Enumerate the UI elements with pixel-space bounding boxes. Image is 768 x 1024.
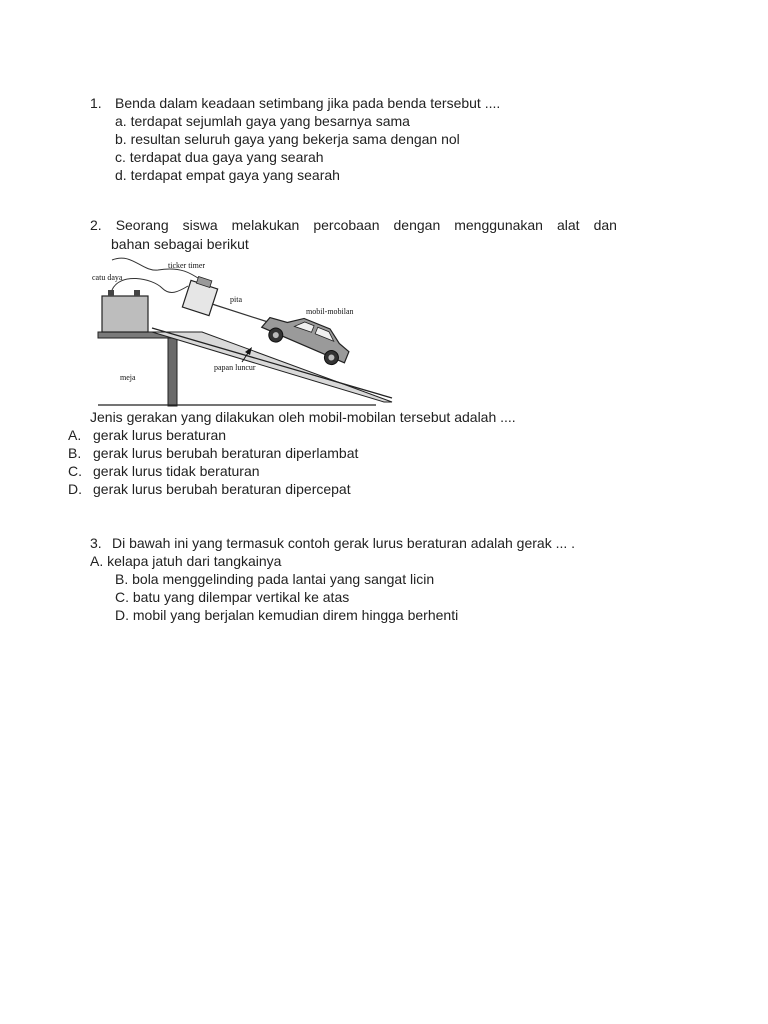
question-3-option-b: B. bola menggelinding pada lantai yang sangat licin bbox=[115, 571, 435, 587]
option-text: gerak lurus berubah beraturan diperlambat bbox=[93, 445, 359, 461]
table-leg bbox=[168, 338, 177, 406]
option-text: gerak lurus berubah beraturan dipercepat bbox=[93, 481, 351, 497]
question-1-text: Benda dalam keadaan setimbang jika pada benda tersebut .... bbox=[115, 95, 501, 111]
option-text: gerak lurus tidak beraturan bbox=[93, 463, 260, 479]
experiment-figure bbox=[92, 252, 394, 408]
question-3-option-d: D. mobil yang berjalan kemudian direm hingga berhenti bbox=[115, 607, 459, 623]
label-mobil-mobilan: mobil-mobilan bbox=[306, 307, 354, 316]
question-2-option-a bbox=[68, 426, 226, 444]
option-letter: B. bbox=[68, 445, 82, 461]
question-2-stem-line2: bahan sebagai berikut bbox=[111, 236, 249, 252]
question-2-stem bbox=[90, 216, 617, 254]
question-3-text: Di bawah ini yang termasuk contoh gerak lurus beraturan adalah gerak ... . bbox=[112, 535, 576, 551]
stem-word: dan bbox=[593, 217, 617, 233]
label-papan-luncur: papan luncur bbox=[214, 363, 256, 372]
paper-tape bbox=[212, 304, 268, 322]
question-2-option-c bbox=[68, 462, 260, 480]
ramp bbox=[152, 332, 392, 402]
question-3-option-c: C. batu yang dilempar vertikal ke atas bbox=[115, 589, 350, 605]
stem-word: alat bbox=[556, 217, 580, 233]
question-3-stem bbox=[90, 534, 575, 552]
power-supply bbox=[102, 296, 148, 332]
question-1-option-c: c. terdapat dua gaya yang searah bbox=[115, 149, 324, 165]
option-letter: C. bbox=[68, 463, 82, 479]
stem-word: melakukan bbox=[231, 217, 300, 233]
question-3-option-a: A. kelapa jatuh dari tangkainya bbox=[90, 553, 282, 569]
label-catu-daya: catu daya bbox=[92, 273, 123, 282]
question-2-option-b bbox=[68, 444, 358, 462]
option-letter: D. bbox=[68, 481, 82, 497]
label-ticker-timer: ticker timer bbox=[168, 261, 206, 270]
label-meja: meja bbox=[120, 373, 136, 382]
option-letter: A. bbox=[68, 427, 82, 443]
question-1-number: 1. bbox=[90, 95, 102, 111]
ticker-timer-device bbox=[182, 275, 219, 316]
question-2-question: Jenis gerakan yang dilakukan oleh mobil-mobilan tersebut adalah .... bbox=[90, 409, 516, 425]
stem-word: siswa bbox=[182, 217, 218, 233]
stem-word: menggunakan bbox=[454, 217, 543, 233]
wire bbox=[112, 278, 188, 292]
question-2-number: 2. bbox=[90, 217, 102, 233]
question-3-number: 3. bbox=[90, 535, 102, 551]
stem-word: percobaan bbox=[313, 217, 380, 233]
power-terminal bbox=[134, 290, 140, 296]
stem-word: Seorang bbox=[115, 217, 169, 233]
stem-word: dengan bbox=[393, 217, 441, 233]
question-1-option-d: d. terdapat empat gaya yang searah bbox=[115, 167, 340, 183]
experiment-illustration bbox=[92, 252, 394, 408]
power-terminal bbox=[108, 290, 114, 296]
question-1-option-b: b. resultan seluruh gaya yang bekerja sama dengan nol bbox=[115, 131, 460, 147]
question-1-option-a: a. terdapat sejumlah gaya yang besarnya sama bbox=[115, 113, 410, 129]
question-1-stem bbox=[90, 94, 500, 112]
question-2-option-d bbox=[68, 480, 351, 498]
option-text: gerak lurus beraturan bbox=[93, 427, 227, 443]
label-pita: pita bbox=[230, 295, 242, 304]
